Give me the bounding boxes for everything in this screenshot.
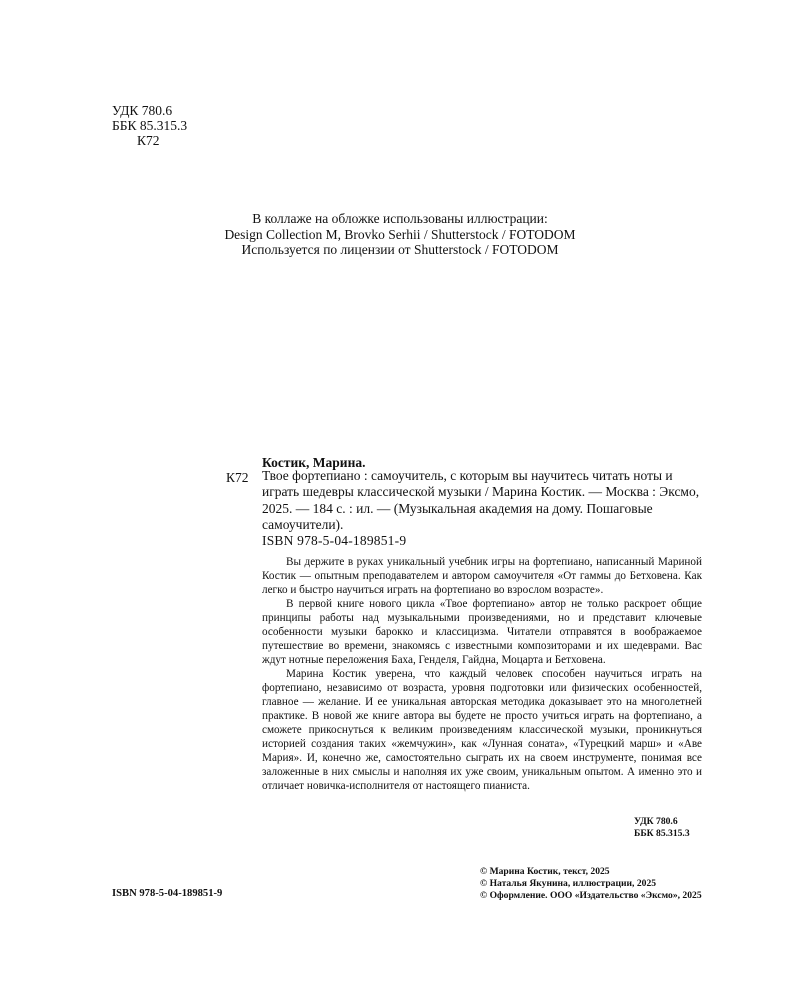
illustration-credits xyxy=(0,212,800,259)
copyright-line: © Оформление. ООО «Издательство «Эксмо», 2025 xyxy=(480,889,702,901)
author-mark: К72 xyxy=(137,133,160,148)
catalog-author: Костик, Марина. xyxy=(262,455,366,470)
copyright-block xyxy=(480,867,702,902)
udk-code: УДК 780.6 xyxy=(634,816,678,827)
copyright-line: © Марина Костик, текст, 2025 xyxy=(480,866,610,877)
credits-line: Используется по лицензии от Shutterstock / FOTODOM xyxy=(241,242,559,257)
copyright-line: © Наталья Якунина, иллюстрации, 2025 xyxy=(480,877,657,889)
annotation-paragraph: Марина Костик уверена, что каждый человек способен научиться играть на фортепиано, независимо от возраста, уровня подготовки или физических особенностей, главное — желание. И ее уникальная авторская методика доказывает это на многолетней практике. В новой же книге автора вы будете не просто учиться играть на фортепиано, а сможете прикоснуться к великим произведениям классической музыки, проникнуться историей создания таких «жемчужин», как «Лунная соната», «Турецкий марш» и «Аве Мария». И, конечно же, самостоятельно сыграть их на своем инструменте, понимая все заложенные в них смыслы и наполняя их уже своим, уникальным опытом. А именно это и отличает новичка-исполнителя от настоящего пианиста. xyxy=(262,668,702,792)
catalog-author-mark: К72 xyxy=(226,470,249,485)
udk-code: УДК 780.6 xyxy=(112,103,173,118)
credits-line: В коллаже на обложке использованы иллюстрации: xyxy=(252,211,548,226)
catalog-isbn: ISBN 978-5-04-189851-9 xyxy=(262,533,407,548)
annotation-codes xyxy=(634,817,690,840)
footer-isbn: ISBN 978-5-04-189851-9 xyxy=(112,888,223,899)
bbk-code: ББК 85.315.3 xyxy=(634,827,690,839)
annotation-paragraph: Вы держите в руках уникальный учебник игры на фортепиано, написанный Мариной Костик — опытным преподавателем и автором самоучителя «От гаммы до Бетховена. Как легко и быстро научиться играть на фортепиано во взрослом возрасте». xyxy=(262,556,702,596)
classification-codes xyxy=(112,104,187,149)
catalog-description: Твое фортепиано : самоучитель, с которым вы научитесь читать ноты и играть шедевры классической музыки / Марина Костик. — Москва : Эксмо, 2025. — 184 с. : ил. — (Музыкальная академия на дому. Пошаговые самоучители). xyxy=(262,468,700,532)
annotation xyxy=(262,555,702,793)
annotation-paragraph: В первой книге нового цикла «Твое фортепиано» автор не только раскроет общие принципы работы над музыкальными произведениями, но и представит ключевые особенности музыки барокко и классицизма. Читатели отправятся в воображаемое путешествие во времени, знакомясь с известными композиторами и их шедеврами. Вас ждут нотные переложения Баха, Генделя, Гайдна, Моцарта и Бетховена. xyxy=(262,598,702,666)
credits-line: Design Collection M, Brovko Serhii / Shutterstock / FOTODOM xyxy=(224,226,576,242)
bbk-code: ББК 85.315.3 xyxy=(112,118,188,133)
